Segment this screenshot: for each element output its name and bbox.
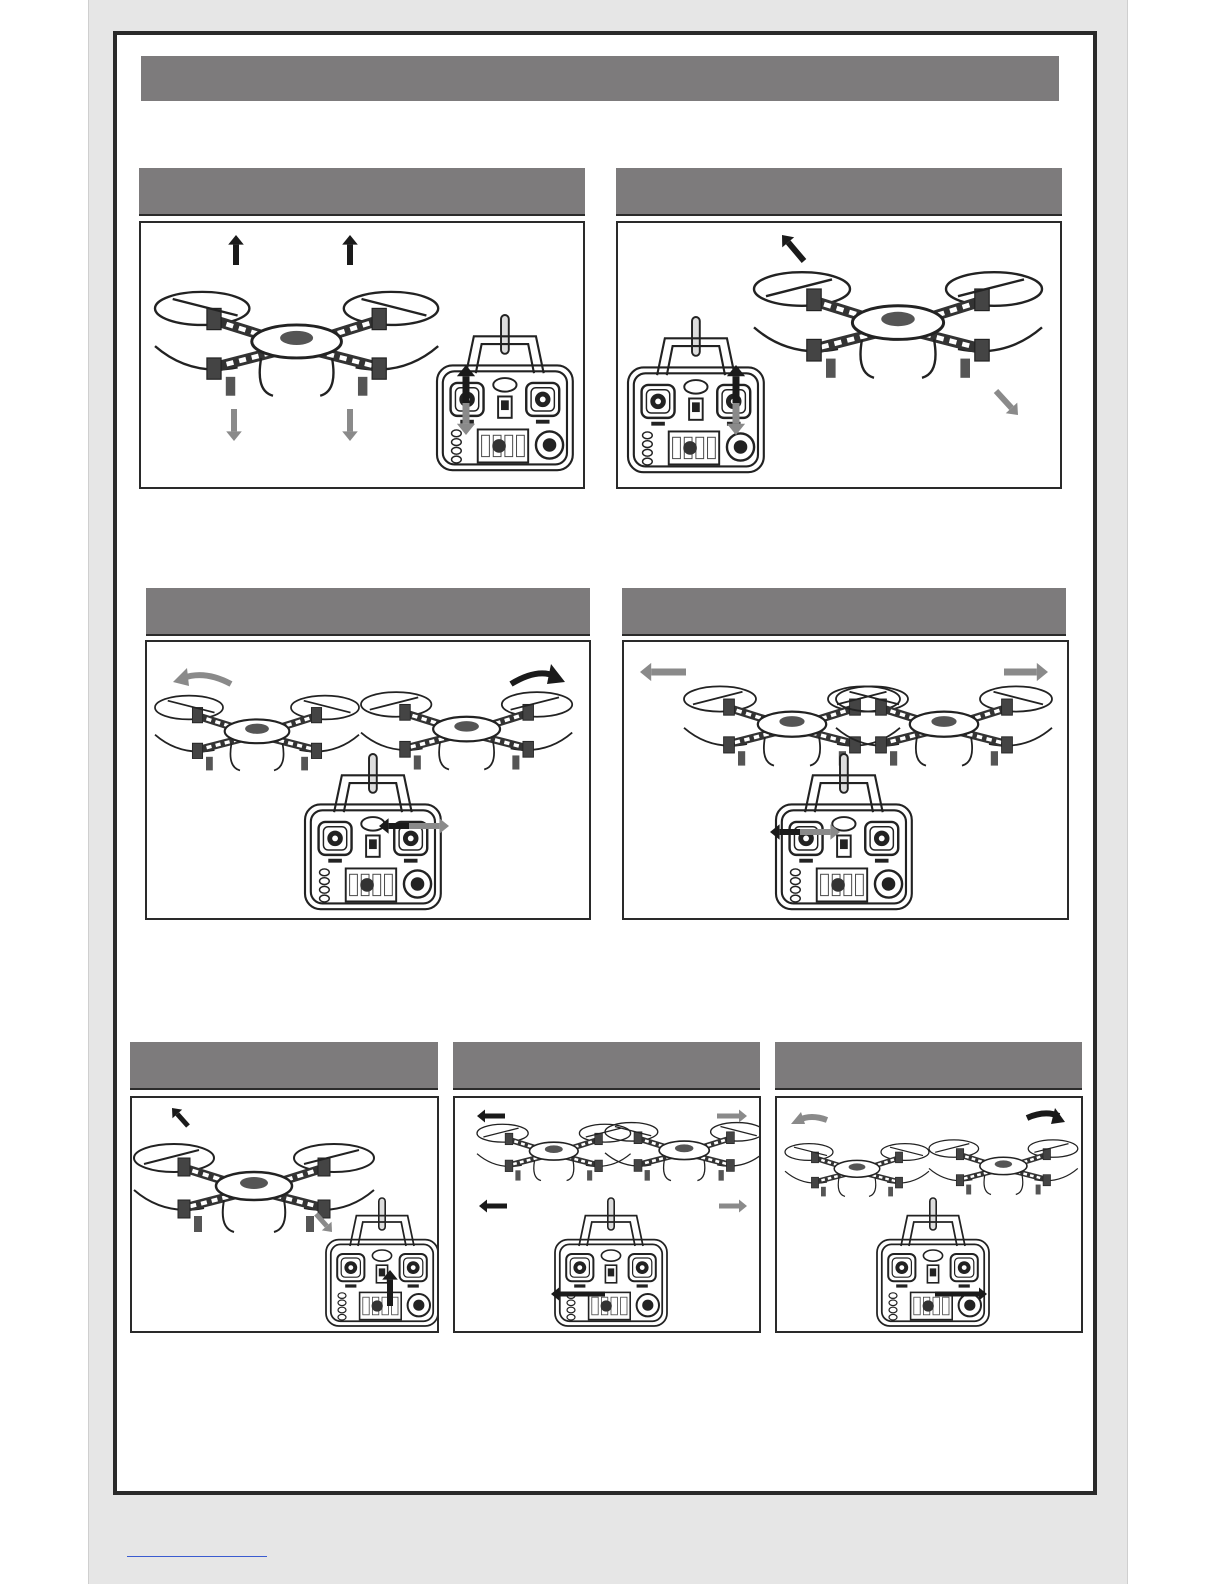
panel-turn-trim (775, 1096, 1083, 1333)
panel-forward-trim (130, 1096, 439, 1333)
footer-link-underline (127, 1556, 267, 1557)
down-arrow-icon (342, 409, 358, 441)
backward-arrow-icon (996, 391, 1018, 415)
right-arrow-icon (717, 1110, 747, 1123)
rotate-right-arrow-icon (1027, 1108, 1065, 1124)
up-down-illustration (141, 223, 585, 489)
drone-icon (155, 696, 359, 771)
panel-forward-backward (616, 221, 1062, 489)
controller-icon (628, 317, 764, 472)
panel-heading-forward-backward (616, 168, 1062, 216)
controller-icon (877, 1198, 989, 1326)
down-arrow-icon (226, 409, 242, 441)
left-arrow-icon (477, 1110, 505, 1123)
right-arrow-icon (1004, 663, 1048, 681)
up-arrow-icon (228, 235, 244, 265)
panel-heading-turn (146, 588, 590, 636)
drone-icon (361, 692, 572, 769)
panel-heading-sideways (622, 588, 1066, 636)
drone-icon (134, 1144, 374, 1232)
panel-turn-left-right (145, 640, 591, 920)
rotate-left-arrow-icon (791, 1112, 827, 1124)
page-title-bar (141, 56, 1059, 101)
panel-heading-sideways-trim (453, 1042, 760, 1090)
sideways-illustration (624, 642, 1069, 920)
forward-arrow-icon (782, 235, 804, 261)
drone-icon (754, 272, 1042, 378)
drone-icon (929, 1140, 1078, 1195)
panel-sideways-flight (622, 640, 1069, 920)
left-arrow-icon (479, 1200, 507, 1213)
panel-heading-forward-trim (130, 1042, 438, 1090)
drone-icon (477, 1124, 631, 1180)
controller-icon (326, 1198, 438, 1326)
rotate-left-arrow-icon (173, 668, 231, 686)
panel-sideways-trim (453, 1096, 761, 1333)
turn-illustration (147, 642, 591, 920)
controller-icon (305, 754, 441, 909)
controller-icon (555, 1198, 667, 1326)
drone-icon (605, 1123, 761, 1181)
drone-icon (785, 1144, 929, 1197)
left-arrow-icon (640, 663, 686, 681)
sideways-trim-illustration (455, 1098, 761, 1333)
drone-icon (836, 686, 1052, 765)
panel-heading-up-down (139, 168, 585, 216)
forward-arrow-icon (172, 1108, 188, 1126)
forward-backward-illustration (618, 223, 1062, 489)
up-arrow-icon (342, 235, 358, 265)
forward-trim-illustration (132, 1098, 439, 1333)
rotate-right-arrow-icon (511, 664, 565, 684)
turn-trim-illustration (777, 1098, 1083, 1333)
panel-up-down (139, 221, 585, 489)
right-arrow-icon (719, 1200, 747, 1213)
panel-heading-turn-trim (775, 1042, 1082, 1090)
drone-icon (155, 292, 438, 396)
drone-icon (684, 686, 900, 765)
controller-icon (437, 315, 573, 470)
